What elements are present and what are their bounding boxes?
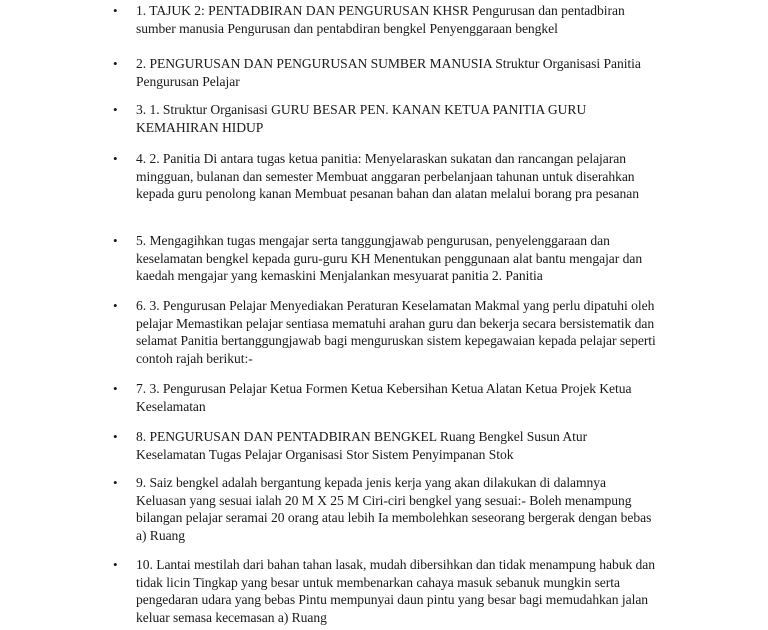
bullet-icon: • <box>113 429 118 444</box>
list-item-text: 10. Lantai mestilah dari bahan tahan lasak, mudah dibersihkan dan tidak menampung habuk dan tidak licin Tingkap yang besar untuk membenarkan cahaya masuk sebanuk mungkin serta pengedaran udara yang bebas Pintu mempunyai daun pintu yang besar bagi memudahkan jalan keluar semasa kecemasan a) Ruang <box>136 557 656 625</box>
list-item <box>0 101 656 136</box>
list-item <box>0 150 656 203</box>
bullet-icon: • <box>113 102 118 117</box>
bullet-icon: • <box>113 151 118 166</box>
bullet-icon: • <box>113 298 118 313</box>
bullet-icon: • <box>113 475 118 490</box>
list-item <box>0 428 656 463</box>
list-item-text: 8. PENGURUSAN DAN PENTADBIRAN BENGKEL Ruang Bengkel Susun Atur Keselamatan Tugas Pelajar Organisasi Stor Sistem Penyimpanan Stok <box>136 429 588 462</box>
bullet-icon: • <box>113 557 118 572</box>
bullet-icon: • <box>113 56 118 71</box>
list-item-text: 6. 3. Pengurusan Pelajar Menyediakan Peraturan Keselamatan Makmal yang perlu dipatuhi oleh pelajar Memastikan pelajar sentiasa mematuhi arahan guru dan bekerja secara bersistematik dan selamat Panitia bertanggungjawab bagi menguruskan sistem kepegawaian kepada pelajar seperti contoh rajah berikut:- <box>136 298 656 366</box>
list-item <box>0 232 656 285</box>
list-item-text: 4. 2. Panitia Di antara tugas ketua panitia: Menyelaraskan sukatan dan rancangan pelajaran mingguan, bulanan dan semester Membuat anggaran perbelanjaan tahunan untuk diserahkan kepada guru penolong kanan Membuat pesanan bahan dan alatan melalui borang pra pesanan <box>136 151 640 201</box>
list-item <box>0 55 656 90</box>
list-item <box>0 297 656 367</box>
list-item-text: 7. 3. Pengurusan Pelajar Ketua Formen Ketua Kebersihan Ketua Alatan Ketua Projek Ketua Keselamatan <box>136 381 632 414</box>
bullet-icon: • <box>113 381 118 396</box>
list-item-text: 9. Saiz bengkel adalah bergantung kepada jenis kerja yang akan dilakukan di dalamnya Keluasan yang sesuai ialah 20 M X 25 M Ciri-ciri bengkel yang sesuai:- Boleh menampung bilangan pelajar seramai 20 orang atau lebih Ia membolehkan seseorang bergerak dengan bebas a) Ruang <box>136 475 652 543</box>
list-item <box>0 474 656 544</box>
list-item-text: 2. PENGURUSAN DAN PENGURUSAN SUMBER MANUSIA Struktur Organisasi Panitia Pengurusan Pelajar <box>136 56 641 89</box>
bullet-icon: • <box>113 233 118 248</box>
list-item-text: 1. TAJUK 2: PENTADBIRAN DAN PENGURUSAN KHSR Pengurusan dan pentadbiran sumber manusia Pengurusan dan pentabdiran bengkel Penyenggaraan bengkel <box>136 3 625 36</box>
bullet-icon: • <box>113 3 118 18</box>
list-item <box>0 556 656 626</box>
list-item-text: 5. Mengagihkan tugas mengajar serta tanggungjawab pengurusan, penyelenggaraan dan keselamatan bengkel kepada guru-guru KH Menentukan penggunaan alat bantu mengajar dan kaedah mengajar yang kemaskini Menjalankan mesyuarat panitia 2. Panitia <box>136 233 643 283</box>
list-item <box>0 380 656 415</box>
list-item <box>0 2 656 37</box>
list-item-text: 3. 1. Struktur Organisasi GURU BESAR PEN. KANAN KETUA PANITIA GURU KEMAHIRAN HIDUP <box>136 102 587 135</box>
